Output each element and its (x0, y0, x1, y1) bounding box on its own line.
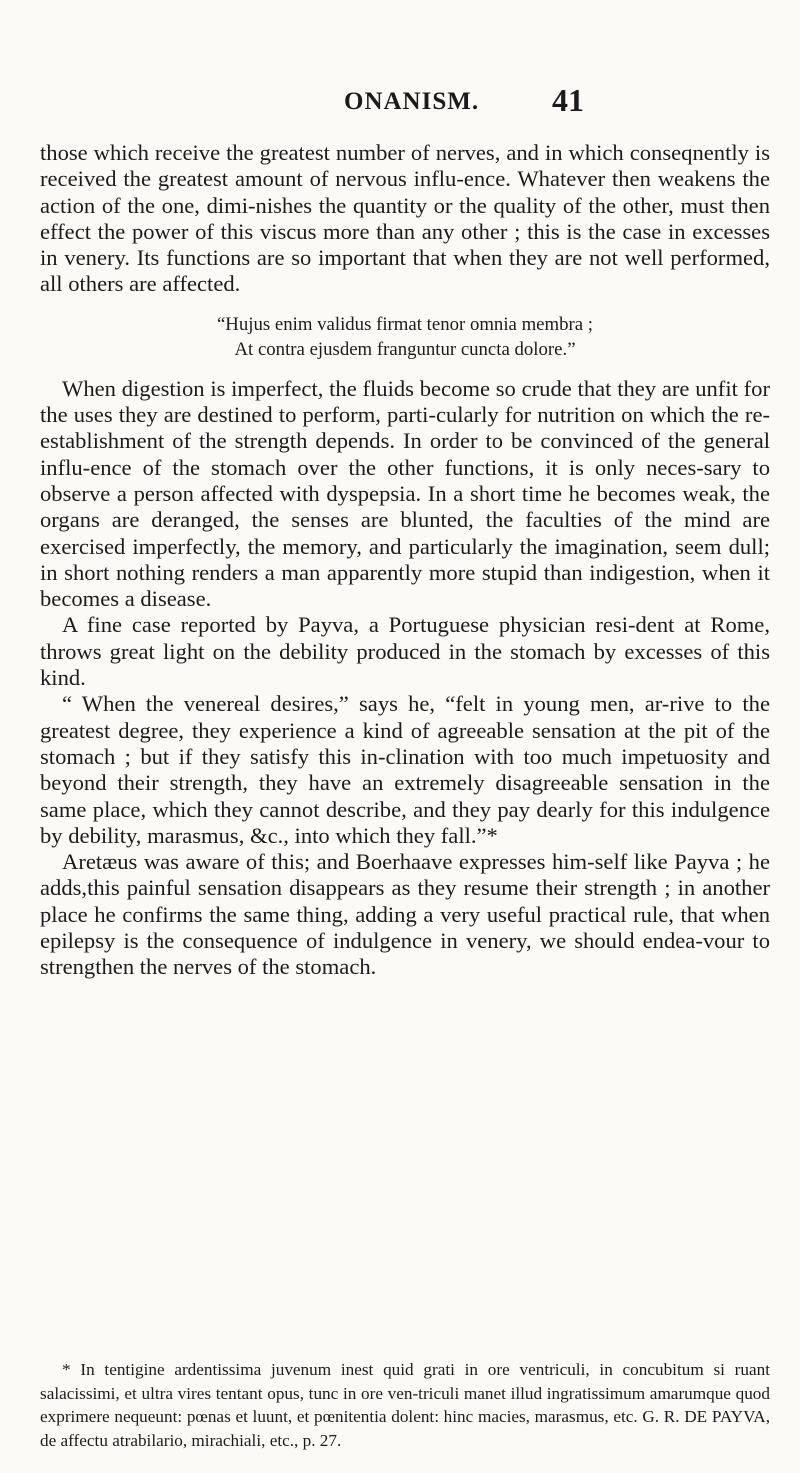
paragraph-5: Aretæus was aware of this; and Boerhaave expresses him-self like Payva ; he adds,this painful sensation disappears as they resume their strength ; in another place he confirms the same thing, adding a very useful practical rule, that when epilepsy is the consequence of indulgence in venery, we should endea-vour to strengthen the nerves of the stomach. (40, 849, 770, 980)
latin-verse-quote (40, 312, 770, 362)
paragraph-1: those which receive the greatest number of nerves, and in which conseqnently is received the greatest amount of nervous influ-ence. Whatever then weakens the action of the one, dimi-nishes the quantity or the quality of the other, must then effect the power of this viscus more than any other ; this is the case in excesses in venery. Its functions are so important that when they are not well performed, all others are affected. (40, 140, 770, 297)
paragraph-3: A fine case reported by Payva, a Portuguese physician resi-dent at Rome, throws great light on the debility produced in the stomach by excesses of this kind. (40, 612, 770, 691)
paragraph-2: When digestion is imperfect, the fluids become so crude that they are unfit for the uses they are destined to perform, parti-cularly for nutrition on which the re-establishment of the strength depends. In order to be convinced of the general influ-ence of the stomach over the other functions, it is only neces-sary to observe a person affected with dyspepsia. In a short time he becomes weak, the organs are deranged, the senses are blunted, the faculties of the mind are exercised imperfectly, the memory, and particularly the imagination, seem dull; in short nothing renders a man apparently more stupid than indigestion, when it becomes a disease. (40, 375, 770, 612)
page-number: 41 (552, 82, 584, 118)
footnote-text: * In tentigine ardentissima juvenum inest quid grati in ore ventriculi, in concubitum si ruant salacissimi, et ultra vires tentant opus, tunc in ore ven-triculi manet illud ingratissimum amarumque quod exprimere nequeunt: pœnas et luunt, et pœnitentia dolent: hinc macies, marasmus, etc. G. R. DE PAYVA, de affectu atrabilario, mirachiali, etc., p. 27. (40, 1360, 770, 1450)
verse-line-1: “Hujus enim validus firmat tenor omnia membra ; (216, 313, 594, 335)
verse-line-2: At contra ejusdem franguntur cuncta dolore.” (234, 338, 576, 360)
running-title: ONANISM. (344, 88, 480, 115)
page-header (0, 82, 800, 128)
body-text (40, 140, 770, 981)
footnote (40, 1358, 770, 1452)
paragraph-4: “ When the venereal desires,” says he, “felt in young men, ar-rive to the greatest degree, they experience a kind of agreeable sensation at the pit of the stomach ; but if they satisfy this in-clination with too much impetuosity and beyond their strength, they have an extremely disagreeable sensation in the same place, which they cannot describe, and they pay dearly for this indulgence by debility, marasmus, &c., into which they fall.”* (40, 691, 770, 848)
